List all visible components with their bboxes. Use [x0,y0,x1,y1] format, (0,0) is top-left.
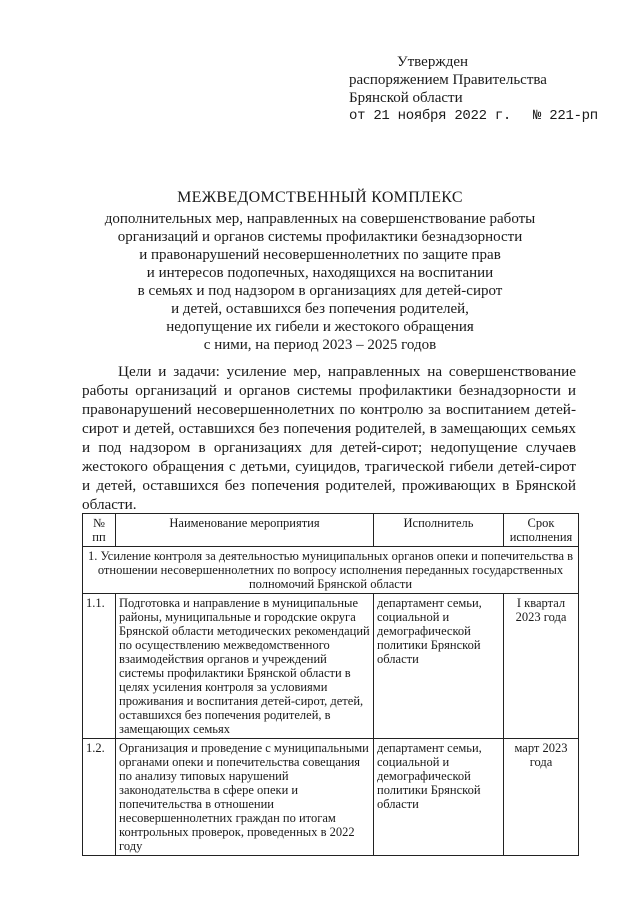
title-heading: МЕЖВЕДОМСТВЕННЫЙ КОМПЛЕКС [177,189,463,206]
table-header-row [83,514,579,547]
approval-date: 21 ноября 2022 г. [373,108,512,124]
approval-line-order: распоряжением Правительства [349,72,547,88]
row-num: 1.1. [83,594,116,739]
row-num: 1.2. [83,739,116,856]
title-line: недопущение их гибели и жестокого обращения [166,319,474,335]
row-executor: департамент семьи, социальной и демографической политики Брянской области [374,594,504,739]
title-line: и правонарушений несовершеннолетних по защите прав [139,247,501,263]
table-row [83,594,579,739]
approval-line-region: Брянской области [349,90,463,106]
row-executor: департамент семьи, социальной и демографической политики Брянской области [374,739,504,856]
header-executor: Исполнитель [374,514,504,547]
title-line: дополнительных мер, направленных на совершенствование работы [104,211,536,227]
measures-table [82,513,579,856]
goals-paragraph: Цели и задачи: усиление мер, направленных на совершенствование работы организаций и органов системы профилактики безнадзорности и правонарушений несовершеннолетних по контролю за воспитанием детей-сирот и детей, оставшихся без попечения родителей, в замещающих семьях и под надзором в организациях для детей-сирот; недопущение случаев жестокого обращения с детьми, суицидов, трагической гибели детей-сирот и детей, оставшихся без попечения родителей, проживающих в Брянской области. [82,363,576,513]
approval-number: 221-рп [549,108,598,124]
header-deadline: Срок исполнения [504,514,579,547]
title-line: организаций и органов системы профилактики безнадзорности [117,229,523,245]
row-deadline: март 2023 года [504,739,579,856]
title-line: в семьях и под надзором в организациях для детей-сирот [137,283,503,299]
section-title: 1. Усиление контроля за деятельностью муниципальных органов опеки и попечительства в отношении несовершеннолетних по вопросу исполнения переданных государственных полномочий Брянской области [83,547,579,594]
row-deadline: I квартал 2023 года [504,594,579,739]
title-line: и интересов подопечных, находящихся на воспитании [146,265,494,281]
row-name: Подготовка и направление в муниципальные районы, муниципальные и городские округа Брянской области методических рекомендаций по осуществлению межведомственного взаимодействия органов и учреждений системы профилактики Брянской области в целях усиления контроля за условиями проживания и воспитания детей-сирот, детей, оставшихся без попечения родителей, в замещающих семьях [116,594,374,739]
title-line: с ними, на период 2023 – 2025 годов [203,337,437,353]
date-label: от [349,108,366,124]
section-row [83,547,579,594]
number-label: № [533,108,542,124]
document-title [70,189,570,354]
header-num: № пп [83,514,116,547]
row-name: Организация и проведение с муниципальными органами опеки и попечительства совещания по анализу типовых нарушений законодательства в сфере опеки и попечительства в отношении несовершеннолетних граждан по итогам контрольных проверок, проведенных в 2022 году [116,739,374,856]
table-row [83,739,579,856]
header-name: Наименование мероприятия [116,514,374,547]
approval-date-line [349,107,629,125]
title-line: и детей, оставшихся без попечения родителей, [171,301,469,317]
approval-line-approved: Утвержден [397,54,469,70]
approval-block [349,53,629,125]
